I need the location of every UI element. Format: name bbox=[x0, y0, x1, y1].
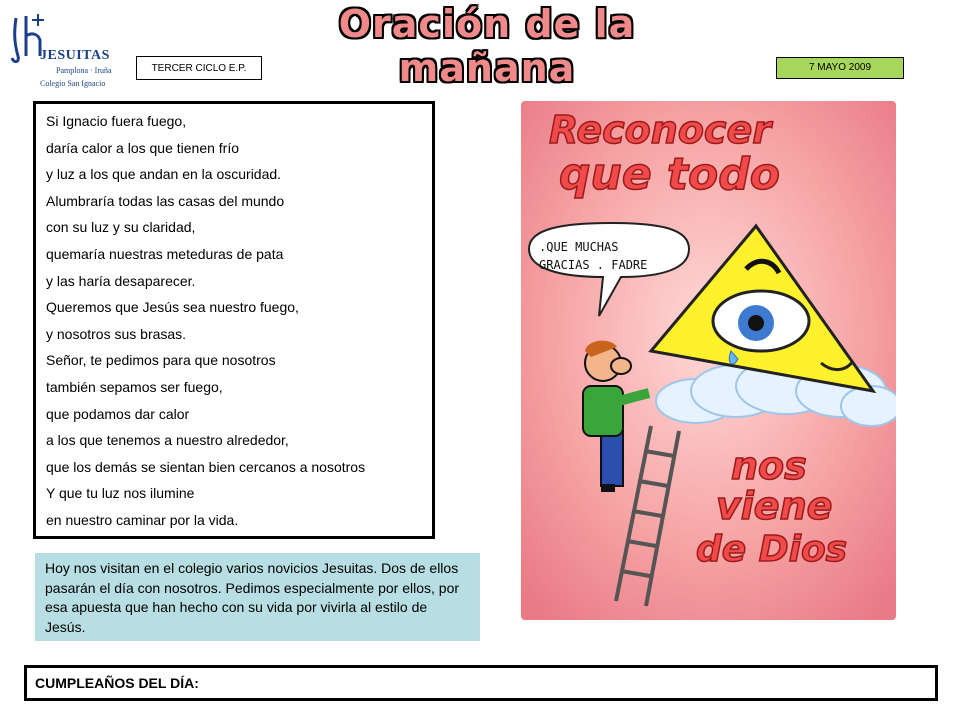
poem-line: y nosotros sus brasas. bbox=[46, 325, 187, 342]
bubble-line-2: GRACIAS . FADRE bbox=[539, 258, 648, 272]
page-title: Oración de la mañana bbox=[338, 2, 636, 90]
poem-line: quemaría nuestras meteduras de pata bbox=[46, 245, 284, 262]
poem-line: Si Ignacio fuera fuego, bbox=[46, 113, 187, 129]
poem-line: con su luz y su claridad, bbox=[46, 219, 196, 236]
poem-line: daría calor a los que tienen frío bbox=[46, 139, 240, 156]
poem-line: también sepamos ser fuego, bbox=[46, 378, 223, 395]
logo-city: Pamplona · Iruña bbox=[56, 66, 112, 75]
logo-school: Colegio San Ignacio bbox=[40, 79, 106, 88]
illustration-footer-2: viene bbox=[716, 484, 833, 528]
poem-line: Señor, te pedimos para que nosotros bbox=[46, 352, 276, 369]
poem-line: que los demás se sientan bien cercanos a nosotros bbox=[46, 458, 366, 475]
cycle-label: TERCER CICLO E.P. bbox=[136, 56, 262, 80]
poem-box bbox=[33, 101, 435, 539]
poem-line: y las haría desaparecer. bbox=[46, 272, 196, 289]
illustration bbox=[521, 101, 896, 620]
date-badge: 7 MAYO 2009 bbox=[776, 57, 904, 79]
poem-line: Y que tu luz nos ilumine bbox=[46, 485, 195, 502]
logo-name: JESUITAS bbox=[40, 48, 110, 63]
jesuitas-logo bbox=[10, 12, 120, 92]
illustration-headline-2: que todo bbox=[559, 149, 780, 200]
poem-line: en nuestro caminar por la vida. bbox=[46, 511, 239, 528]
illustration-footer-3: de Dios bbox=[696, 529, 848, 570]
novices-note: Hoy nos visitan en el colegio varios novicios Jesuitas. Dos de ellos pasarán el día con nosotros. Pedimos especialmente por ellos, por esa apuesta que han hecho con su vida por vivirla al estilo de Jesús. bbox=[35, 553, 480, 641]
poem-line: Alumbraría todas las casas del mundo bbox=[46, 192, 285, 209]
illustration-drawing bbox=[521, 101, 896, 620]
illustration-footer-1: nos bbox=[731, 444, 807, 488]
poem-line: a los que tenemos a nuestro alrededor, bbox=[46, 432, 289, 449]
bubble-line-1: .QUE MUCHAS bbox=[539, 240, 619, 254]
birthdays-bar: CUMPLEAÑOS DEL DÍA: bbox=[24, 665, 938, 701]
poem-line: y luz a los que andan en la oscuridad. bbox=[46, 166, 282, 183]
poem-line: que podamos dar calor bbox=[46, 405, 190, 422]
illustration-headline-1: Reconocer bbox=[549, 108, 771, 152]
poem-line: Queremos que Jesús sea nuestro fuego, bbox=[46, 299, 299, 316]
